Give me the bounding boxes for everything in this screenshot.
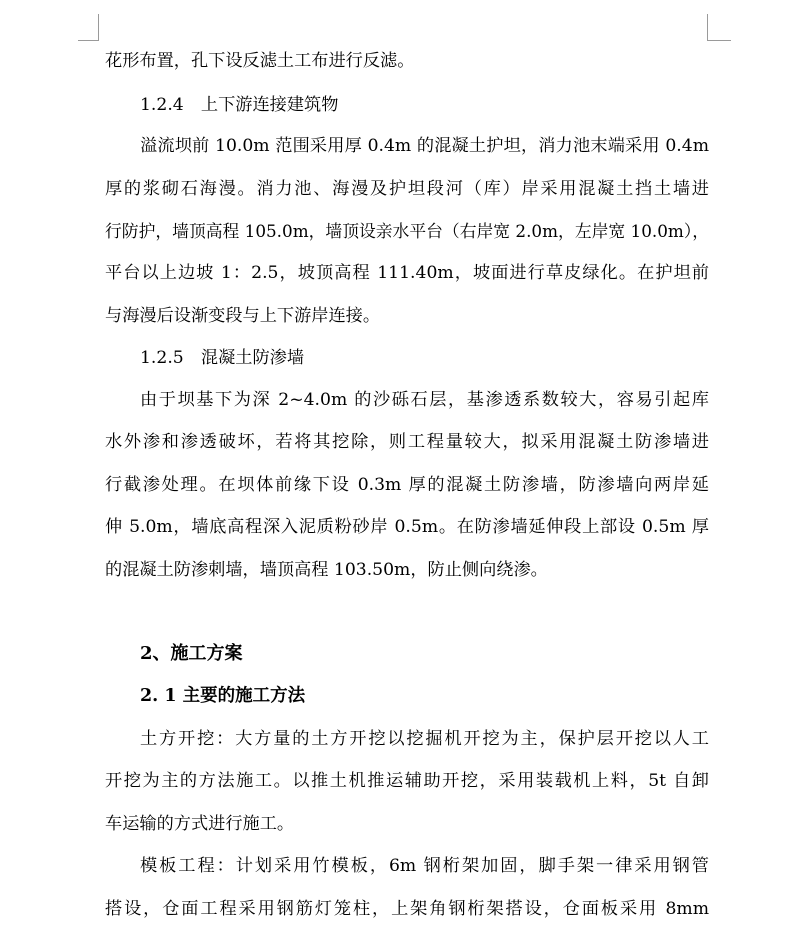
section-heading-1-2-5: 1.2.5 混凝土防渗墙 — [140, 348, 305, 368]
paragraph-line: 搭设，仓面工程采用钢筋灯笼柱，上架角钢桁架搭设，仓面板采用 8mm — [105, 899, 709, 919]
section-heading-2-1: 2. 1 主要的施工方法 — [140, 686, 306, 706]
paragraph-line: 平台以上边坡 1：2.5，坡顶高程 111.40m，坡面进行草皮绿化。在护坦前 — [105, 263, 709, 283]
paragraph-line: 行防护，墙顶高程 105.0m，墙顶设亲水平台（右岸宽 2.0m，左岸宽 10.0m）， — [105, 221, 709, 241]
crop-mark-top-left — [0, 0, 110, 42]
paragraph-line: 开挖为主的方法施工。以推土机推运辅助开挖，采用装载机上料，5t 自卸 — [105, 771, 709, 791]
paragraph-line: 模板工程：计划采用竹模板，6m 钢桁架加固，脚手架一律采用钢管 — [140, 856, 709, 876]
paragraph-line: 溢流坝前 10.0m 范围采用厚 0.4m 的混凝土护坦，消力池末端采用 0.4m — [140, 136, 709, 156]
paragraph-line: 水外渗和渗透破坏，若将其挖除，则工程量较大，拟采用混凝土防渗墙进 — [105, 432, 709, 452]
paragraph-line: 伸 5.0m，墙底高程深入泥质粉砂岸 0.5m。在防渗墙延伸段上部设 0.5m 厚 — [105, 517, 709, 537]
chapter-heading-construction-plan: 2、施工方案 — [140, 643, 243, 664]
paragraph-line: 花形布置，孔下设反滤土工布进行反滤。 — [105, 51, 415, 71]
paragraph-line: 与海漫后设渐变段与上下游岸连接。 — [105, 306, 381, 326]
paragraph-line: 的混凝土防渗刺墙，墙顶高程 103.50m，防止侧向绕渗。 — [105, 560, 548, 580]
paragraph-line: 土方开挖：大方量的土方开挖以挖掘机开挖为主，保护层开挖以人工 — [140, 729, 709, 749]
paragraph-line: 由于坝基下为深 2~4.0m 的沙砾石层，基渗透系数较大，容易引起库 — [140, 390, 709, 410]
paragraph-line: 车运输的方式进行施工。 — [105, 814, 295, 834]
paragraph-line: 行截渗处理。在坝体前缘下设 0.3m 厚的混凝土防渗墙，防渗墙向两岸延 — [105, 475, 709, 495]
paragraph-line: 厚的浆砌石海漫。消力池、海漫及护坦段河（库）岸采用混凝土挡土墙进 — [105, 179, 709, 199]
crop-mark-top-right — [700, 0, 750, 42]
section-heading-1-2-4: 1.2.4 上下游连接建筑物 — [140, 95, 339, 115]
